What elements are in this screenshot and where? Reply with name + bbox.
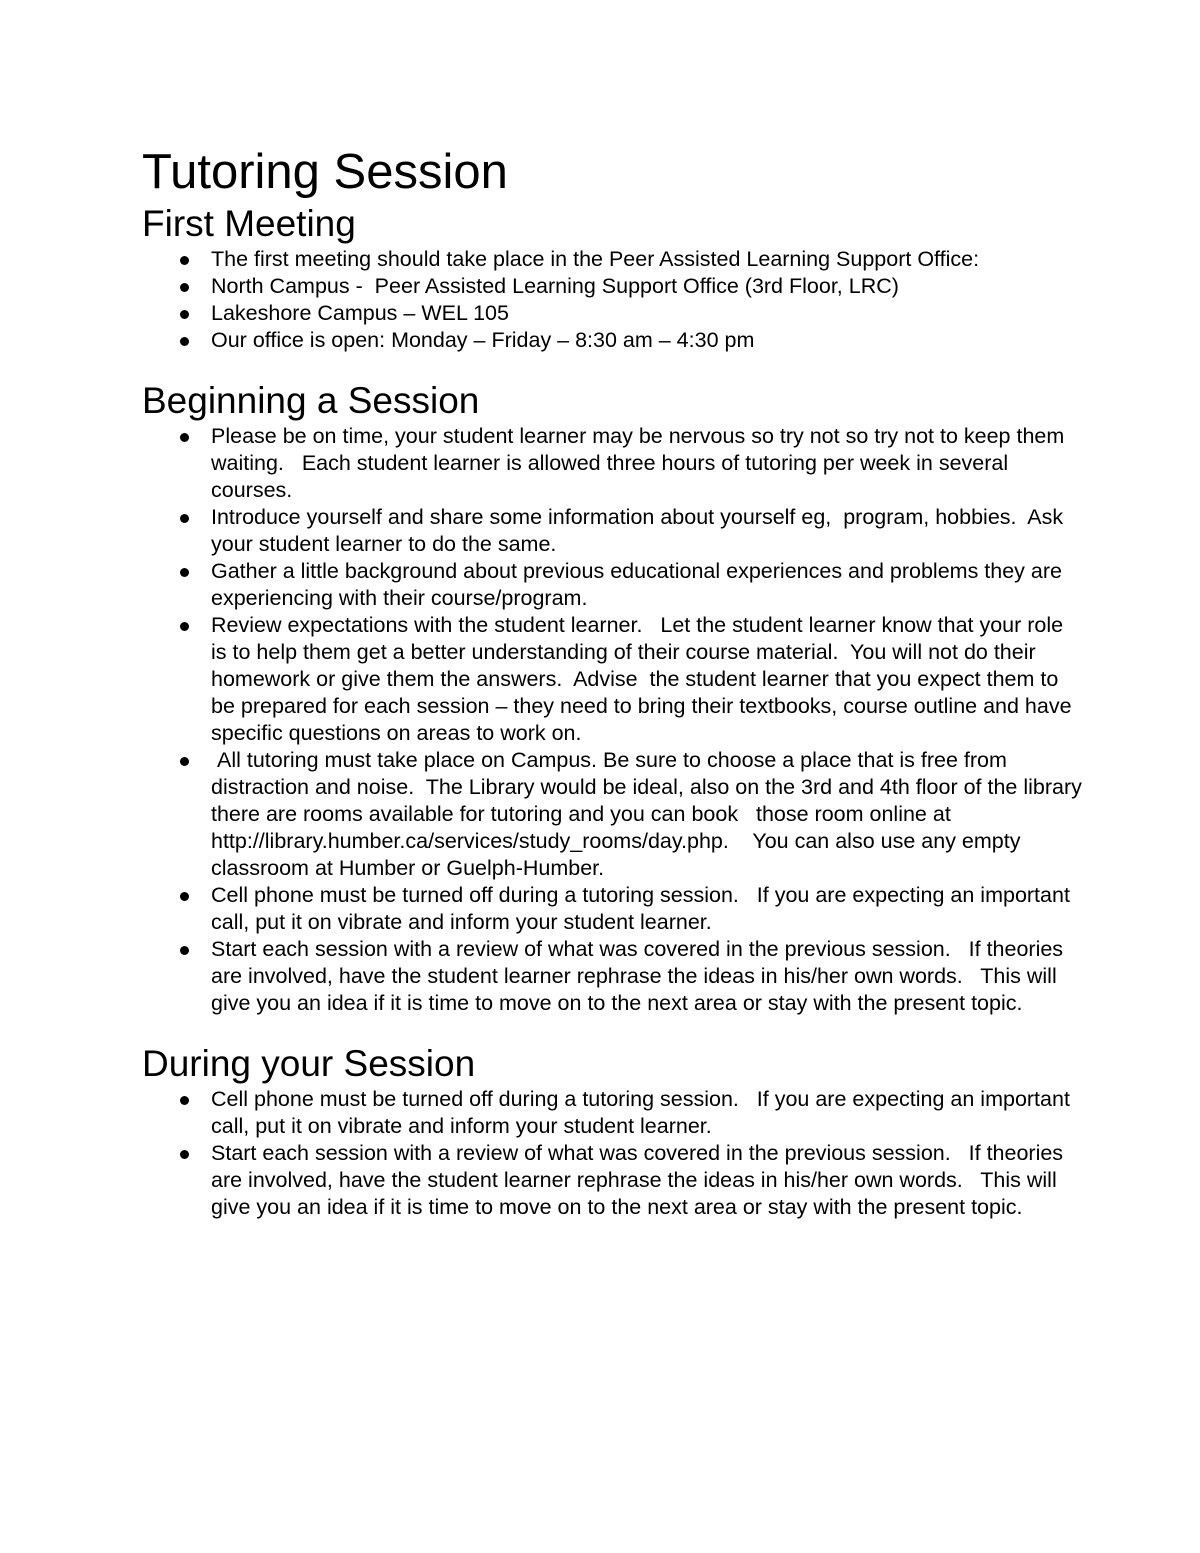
- bullet-icon: [180, 568, 189, 577]
- list-item-text: Start each session with a review of what was covered in the previous session. If theories are involved, have the student learner rephrase the ideas in his/her own words. This will give you an idea if it is time to move on to the next area or stay with the present topic.: [211, 937, 1070, 1015]
- list-item: [142, 327, 1082, 354]
- list-item-text: The first meeting should take place in the Peer Assisted Learning Support Office:: [211, 247, 980, 271]
- bullet-icon: [180, 622, 189, 631]
- bullet-icon: [180, 757, 189, 766]
- bullet-icon: [180, 1150, 189, 1159]
- bullet-icon: [180, 310, 189, 319]
- list-item: [142, 273, 1082, 300]
- list-item-text: North Campus - Peer Assisted Learning Support Office (3rd Floor, LRC): [211, 274, 899, 298]
- list-item: [142, 612, 1082, 747]
- bullet-icon: [180, 946, 189, 955]
- list-item-text: Please be on time, your student learner may be nervous so try not so try not to keep them waiting. Each student learner is allowed three hours of tutoring per week in several courses.: [211, 424, 1071, 502]
- list-item-text: Gather a little background about previous educational experiences and problems they are experiencing with their course/program.: [211, 559, 1068, 610]
- section-heading-beginning-a-session: Beginning a Session: [142, 380, 480, 421]
- list-item-text: Review expectations with the student learner. Let the student learner know that your role is to help them get a better understanding of their course material. You will not do their homework or give them the answers. Advise the student learner that you expect them to be prepared for each session – they need to bring their textbooks, course outline and have specific questions on areas to work on.: [211, 613, 1078, 745]
- bullet-icon: [180, 892, 189, 901]
- list-item: [142, 936, 1082, 1017]
- list-item-text: Introduce yourself and share some information about yourself eg, program, hobbies. Ask your student learner to do the same.: [211, 505, 1070, 556]
- section-heading-during-your-session: During your Session: [142, 1043, 476, 1084]
- bullet-icon: [180, 1096, 189, 1105]
- bullet-icon: [180, 283, 189, 292]
- list-item: [142, 246, 1082, 273]
- list-item: [142, 882, 1082, 936]
- list-item-text: Lakeshore Campus – WEL 105: [211, 301, 509, 325]
- list-item: [142, 1086, 1082, 1140]
- document-title: Tutoring Session: [142, 145, 508, 199]
- bullet-icon: [180, 256, 189, 265]
- list-item-text: Start each session with a review of what was covered in the previous session. If theories are involved, have the student learner rephrase the ideas in his/her own words. This will give you an idea if it is time to move on to the next area or stay with the present topic.: [211, 1141, 1070, 1219]
- first-meeting-list: [142, 246, 1082, 354]
- during-session-list: [142, 1086, 1082, 1221]
- bullet-icon: [180, 514, 189, 523]
- list-item: [142, 504, 1082, 558]
- list-item: [142, 423, 1082, 504]
- list-item-text: Cell phone must be turned off during a tutoring session. If you are expecting an important call, put it on vibrate and inform your student learner.: [211, 1087, 1076, 1138]
- list-item: [142, 1140, 1082, 1221]
- list-item: [142, 747, 1088, 882]
- list-item: [142, 300, 1082, 327]
- document-page: [142, 142, 1088, 1221]
- list-item-text: All tutoring must take place on Campus. Be sure to choose a place that is free from distraction and noise. The Library would be ideal, also on the 3rd and 4th floor of the library there are rooms available for tutoring and you can book those room online at http://library.humber.ca/services/study_rooms/day.php. You can also use any empty classroom at Humber or Guelph-Humber.: [211, 748, 1088, 880]
- bullet-icon: [180, 433, 189, 442]
- list-item-text: Our office is open: Monday – Friday – 8:30 am – 4:30 pm: [211, 328, 755, 352]
- beginning-session-list: [142, 423, 1088, 1017]
- bullet-icon: [180, 337, 189, 346]
- list-item: [142, 558, 1082, 612]
- section-heading-first-meeting: First Meeting: [142, 203, 356, 244]
- list-item-text: Cell phone must be turned off during a tutoring session. If you are expecting an important call, put it on vibrate and inform your student learner.: [211, 883, 1076, 934]
